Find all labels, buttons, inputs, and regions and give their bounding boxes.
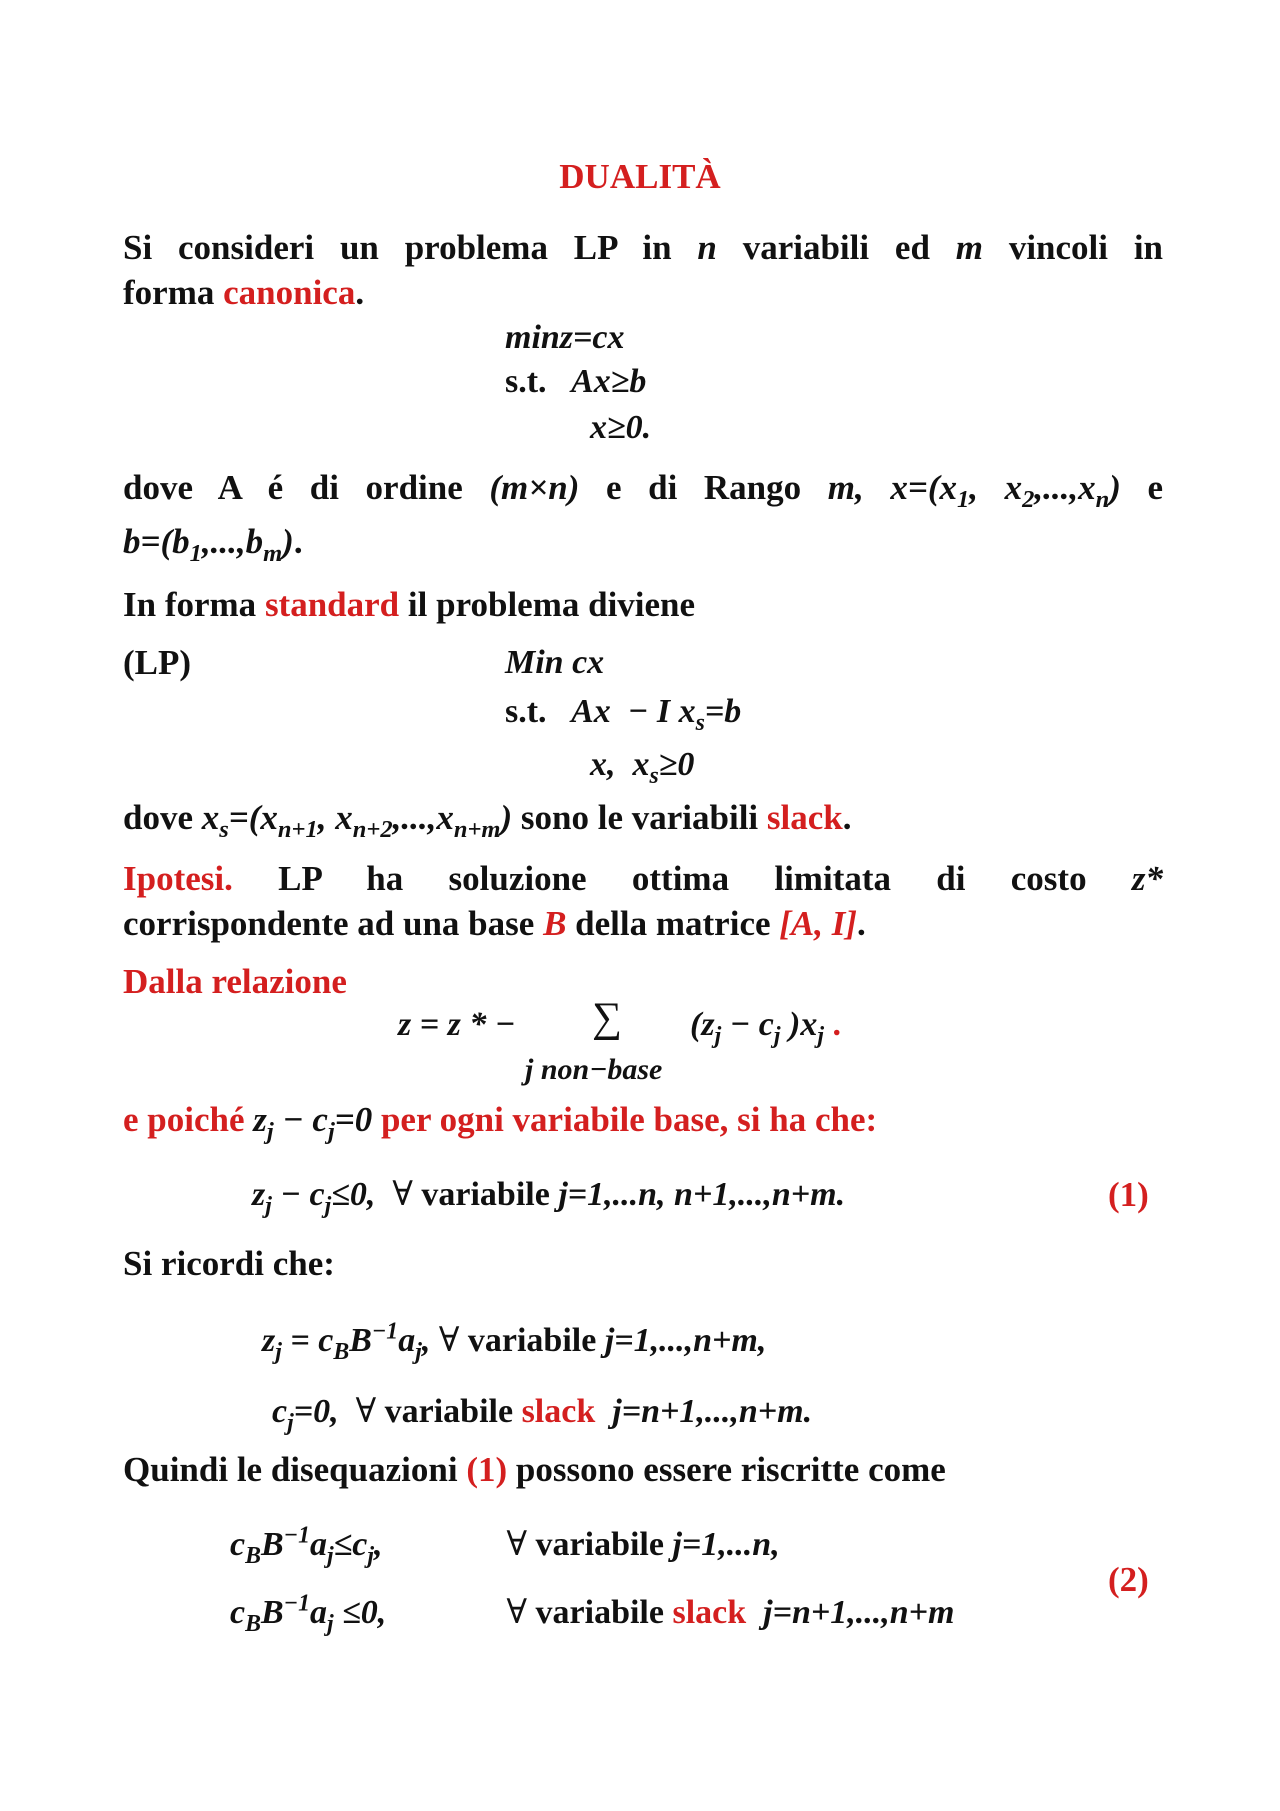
- equation-2-number: (2): [1108, 1560, 1149, 1599]
- equation-1: $z_j - c_j\le 0$, ∀ variabile j=1,...n, n+1,...,n+m.: [252, 1176, 846, 1219]
- recall-slack-keyword: slack: [521, 1393, 596, 1430]
- relation-formula-right: ($z_j - c_j$ )$x_j$ .: [690, 1006, 841, 1049]
- lp-nonneg: x, $x_s\ge 0$: [590, 746, 695, 789]
- lp-constraint-expr: Ax − I $x_s=b$: [571, 693, 742, 736]
- recall-line-1: $z_j = c_BB^{-1}a_j$, ∀ variabile j=1,...,n+m,: [262, 1318, 767, 1365]
- equation-2-line-1: $c_BB^{-1}a_j\le c_j$, ∀ variabile j=1,...n,: [230, 1522, 780, 1569]
- canonical-constraint: [505, 362, 646, 402]
- canonical-ax-b: Ax≥b: [571, 363, 647, 400]
- intro-m: m: [955, 228, 983, 267]
- intro-forma: forma: [123, 273, 215, 312]
- rango-text: e di Rango: [605, 468, 802, 507]
- relation-heading: Dalla relazione: [123, 962, 347, 1001]
- equation-2-line-2: $c_BB^{-1}a_j \le 0$, ∀ variabile slack j=n+1,...,n+m: [230, 1590, 955, 1637]
- base-condition-expr: $z_j - c_j=0$: [253, 1100, 373, 1145]
- slack-keyword: slack: [766, 798, 843, 837]
- sigma-symbol: ∑: [592, 995, 622, 1041]
- dove-A-line: [123, 468, 1164, 513]
- relation-formula-left: z = z * −: [398, 1006, 516, 1043]
- base-condition-line: e poiché $z_j - c_j=0$ per ogni variabile base, si ha che:: [123, 1100, 878, 1145]
- lp-st: s.t.: [505, 693, 547, 730]
- recall-line-2: $c_j=0$, ∀ variabile slack j=n+1,...,n+m.: [272, 1393, 813, 1436]
- dove-A-text: dove A é di ordine: [123, 468, 463, 507]
- standard-prefix: In forma: [123, 585, 257, 624]
- sum-index: j non−base: [525, 1053, 663, 1086]
- x-vector: $x=(x_1$, $x_2,...,x_n$): [890, 468, 1121, 513]
- canonical-objective: minz=cx: [505, 319, 625, 356]
- slack-mid: sono le variabili: [520, 798, 759, 837]
- b-vector: $b=(b_1,...,b_m)$.: [123, 522, 303, 567]
- hypothesis-label: Ipotesi.: [123, 859, 233, 898]
- rewrite-line: Quindi le disequazioni (1) possono essere riscritte come: [123, 1450, 946, 1489]
- matrix-AI: [A, I]: [779, 904, 858, 943]
- intro-line-2: [123, 273, 364, 313]
- lp-label: (LP): [123, 643, 192, 682]
- standard-line: [123, 585, 695, 625]
- intro-line-1: [123, 228, 1163, 268]
- hypothesis-text: LP ha soluzione ottima limitata di costo: [278, 859, 1087, 898]
- intro-text-1: Si consideri un problema LP in: [123, 228, 672, 267]
- intro-text-3: vincoli in: [1008, 228, 1164, 267]
- intro-n: n: [697, 228, 717, 267]
- canonical-nonneg: x≥0.: [590, 409, 652, 446]
- dove-A-e: e: [1147, 468, 1164, 507]
- optimal-cost: z*: [1131, 859, 1164, 898]
- slack-dove: dove: [123, 798, 193, 837]
- intro-text-2: variabili ed: [742, 228, 930, 267]
- equation-1-number: (1): [1108, 1175, 1149, 1214]
- canonical-st: s.t.: [505, 363, 547, 400]
- hypothesis-line-1: [123, 859, 1163, 899]
- standard-suffix: il problema diviene: [407, 585, 696, 624]
- page-title: DUALITÀ: [559, 157, 721, 196]
- canonica-keyword: canonica: [223, 273, 356, 312]
- standard-keyword: standard: [264, 585, 400, 624]
- hypothesis-line-2: corrispondente ad una base B della matrice [A, I].: [123, 904, 866, 943]
- base-B: B: [543, 904, 567, 943]
- forall-symbol: ∀: [392, 1176, 413, 1213]
- recall-heading: Si ricordi che:: [123, 1244, 335, 1283]
- lp-objective: Min cx: [505, 644, 605, 681]
- order-expr: (m×n): [489, 468, 580, 507]
- slack-def-line: dove $x_s=(x_{n+1}$, $x_{n+2},...,x_{n+m}$) sono le variabili slack.: [123, 798, 852, 843]
- intro-period: .: [355, 273, 365, 312]
- eq2-slack-keyword: slack: [672, 1594, 747, 1631]
- rewrite-ref: (1): [466, 1450, 508, 1489]
- slack-vector: $x_s=(x_{n+1}$, $x_{n+2},...,x_{n+m}$): [201, 798, 513, 843]
- rank-m: m,: [827, 468, 864, 507]
- lp-constraint: [505, 692, 742, 736]
